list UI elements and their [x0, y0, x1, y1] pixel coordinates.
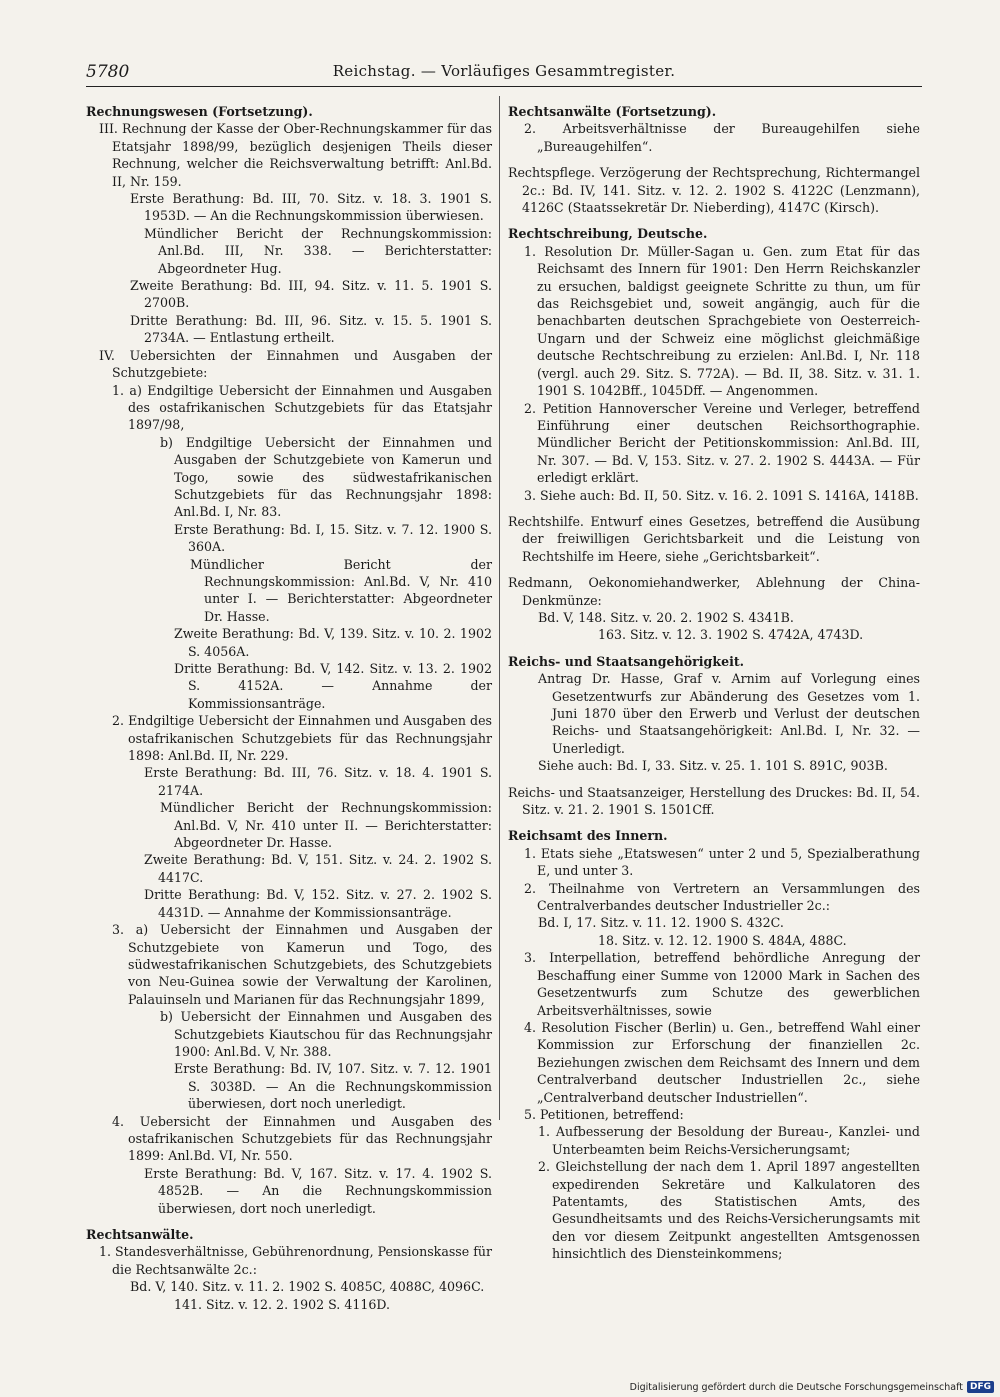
index-entry: b) Uebersicht der Einnahmen und Ausgaben des Schutzgebiets Kiautschou für das Rechnungsjahr 1900: Anl.Bd. V, Nr. 388.: [160, 1009, 492, 1059]
footer-credit: Digitalisierung gefördert durch die Deutsche Forschungsgemeinschaft: [629, 1381, 963, 1393]
section-heading: Rechtshilfe. Entwurf eines Gesetzes, betreffend die Ausübung der freiwilligen Gerichtsbarkeit und die Leistung von Rechtshilfe im Heere, siehe „Gerichtsbarkeit“.: [508, 513, 920, 564]
index-entry: Zweite Berathung: Bd. V, 151. Sitz. v. 24. 2. 1902 S. 4417C.: [144, 852, 492, 885]
index-entry: Antrag Dr. Hasse, Graf v. Arnim auf Vorlegung eines Gesetzentwurfs zur Abänderung des Gesetzes vom 1. Juni 1870 über den Erwerb und Verlust der deutschen Reichs- und Staatsangehörigkeit: Anl.Bd. I, Nr. 32. — Unerledigt.: [538, 671, 920, 756]
index-entry: III. Rechnung der Kasse der Ober-Rechnungskammer für das Etatsjahr 1898/99, bezüglich desjenigen Theils dieser Rechnung, welcher die Reichsverwaltung betrifft: Anl.Bd. II, Nr. 159.: [99, 121, 492, 189]
section-heading: Rechnungswesen (Fortsetzung).: [86, 104, 313, 119]
index-entry: Dritte Berathung: Bd. III, 96. Sitz. v. 15. 5. 1901 S. 2734A. — Entlastung ertheilt.: [130, 312, 492, 346]
index-entry: Bd. V, 140. Sitz. v. 11. 2. 1902 S. 4085C, 4088C, 4096C.: [130, 1279, 485, 1295]
index-entry: 1. Standesverhältnisse, Gebührenordnung, Pensionskasse für die Rechtsanwälte 2c.:: [99, 1244, 493, 1277]
index-entry: Erste Berathung: Bd. III, 70. Sitz. v. 18. 3. 1901 S. 1953D. — An die Rechnungskommission überwiesen.: [130, 191, 492, 224]
index-entry: 2. Gleichstellung der nach dem 1. April 1897 angestellten expedirenden Sekretäre und Kalkulatoren des Patentamts, des Statistischen Amts, des Gesundheitsamts und des Reichs-Versicherungsamts mit den vor diesem Zeitpunkt angestellten Amtsgenossen hinsichtlich des Diensteinkommens;: [538, 1159, 920, 1262]
index-entry: Mündlicher Bericht der Rechnungskommission: Anl.Bd. V, Nr. 410 unter I. — Berichterstatter: Abgeordneter Dr. Hasse.: [190, 556, 492, 624]
section-heading: Rechtsanwälte (Fortsetzung).: [508, 104, 717, 119]
left-column: [86, 100, 492, 1313]
section-heading: Reichsamt des Innern.: [508, 828, 668, 844]
page-number: 5780: [86, 62, 130, 82]
index-entry: 1. a) Endgiltige Uebersicht der Einnahmen und Ausgaben des ostafrikanischen Schutzgebiets für das Etatsjahr 1897/98,: [112, 382, 492, 433]
index-entry: IV. Uebersichten der Einnahmen und Ausgaben der Schutzgebiete:: [99, 347, 492, 381]
index-entry: Erste Berathung: Bd. V, 167. Sitz. v. 17. 4. 1902 S. 4852B. — An die Rechnungskommission überwiesen, dort noch unerledigt.: [144, 1165, 492, 1216]
page-header: [86, 62, 922, 87]
section-heading: Rechtsanwälte.: [86, 1227, 194, 1242]
index-entry: Zweite Berathung: Bd. V, 139. Sitz. v. 10. 2. 1902 S. 4056A.: [174, 626, 492, 659]
index-entry: 18. Sitz. v. 12. 12. 1900 S. 484A, 488C.: [598, 932, 847, 948]
index-entry: 163. Sitz. v. 12. 3. 1902 S. 4742A, 4743D.: [598, 627, 864, 643]
index-entry: Erste Berathung: Bd. III, 76. Sitz. v. 18. 4. 1901 S. 2174A.: [144, 765, 492, 798]
index-entry: 1. Resolution Dr. Müller-Sagan u. Gen. zum Etat für das Reichsamt des Innern für 1901: Den Herrn Reichskanzler zu ersuchen, baldigst geeignete Schritte zu thun, um für das Reichsgebiet und, soweit angängig, auch für die benachbarten deutschen Sprachgebiete von Oesterreich-Ungarn und der Schweiz eine möglichst gleichmäßige deutsche Rechtschreibung zu erzielen: Anl.Bd. I, Nr. 118 (vergl. auch 29. Sitz. S. 772A). — Bd. II, 38. Sitz. v. 31. 1. 1901 S. 1042Bff., 1045Dff. — Angenommen.: [524, 243, 920, 399]
index-entry: 141. Sitz. v. 12. 2. 1902 S. 4116D.: [174, 1296, 391, 1312]
index-entry: 5. Petitionen, betreffend:: [524, 1106, 684, 1122]
index-entry: Mündlicher Bericht der Rechnungskommission: Anl.Bd. V, Nr. 410 unter II. — Berichterstatter: Abgeordneter Dr. Hasse.: [160, 800, 492, 851]
index-entry: Mündlicher Bericht der Rechnungskommission: Anl.Bd. III, Nr. 338. — Berichterstatter: Abgeordneter Hug.: [144, 225, 492, 276]
right-column: [508, 100, 920, 1263]
index-entry: Erste Berathung: Bd. IV, 107. Sitz. v. 7. 12. 1901 S. 3038D. — An die Rechnungskommission überwiesen, dort noch unerledigt.: [174, 1061, 492, 1112]
index-entry: Erste Berathung: Bd. I, 15. Sitz. v. 7. 12. 1900 S. 360A.: [174, 521, 492, 555]
section-heading: Rechtspflege. Verzögerung der Rechtsprechung, Richtermangel 2c.: Bd. IV, 141. Sitz. v. 12. 2. 1902 S. 4122C (Lenzmann), 4126C (Staatssekretär Dr. Nieberding), 4147C (Kirsch).: [508, 165, 920, 216]
index-entry: Siehe auch: Bd. I, 33. Sitz. v. 25. 1. 101 S. 891C, 903B.: [538, 758, 888, 774]
dfg-logo-icon: DFG: [967, 1381, 994, 1393]
index-entry: 2. Arbeitsverhältnisse der Bureaugehilfen siehe „Bureaugehilfen“.: [524, 121, 920, 154]
footer: [630, 1381, 994, 1393]
index-entry: 1. Etats siehe „Etatswesen“ unter 2 und 5, Spezialberathung E, und unter 3.: [524, 845, 920, 879]
index-entry: Dritte Berathung: Bd. V, 142. Sitz. v. 13. 2. 1902 S. 4152A. — Annahme der Kommissionsanträge.: [174, 661, 492, 711]
index-entry: 3. Interpellation, betreffend behördliche Anregung der Beschaffung einer Summe von 12000 Mark in Sachen des Gesetzentwurfs zum Schutze des gewerblichen Arbeitsverhältnisses, sowie: [524, 950, 920, 1018]
index-entry: 2. Endgiltige Uebersicht der Einnahmen und Ausgaben des ostafrikanischen Schutzgebiets für das Rechnungsjahr 1898: Anl.Bd. II, Nr. 229.: [112, 713, 492, 764]
column-divider: [499, 96, 500, 1120]
running-title: Reichstag. — Vorläufiges Gesammtregister.: [332, 62, 676, 80]
index-entry: 4. Uebersicht der Einnahmen und Ausgaben des ostafrikanischen Schutzgebiets für das Rechnungsjahr 1899: Anl.Bd. VI, Nr. 550.: [112, 1113, 492, 1164]
index-entry: Bd. I, 17. Sitz. v. 11. 12. 1900 S. 432C.: [538, 915, 784, 931]
index-entry: 2. Theilnahme von Vertretern an Versammlungen des Centralverbandes deutscher Industrieller 2c.:: [524, 880, 920, 914]
index-entry: 3. Siehe auch: Bd. II, 50. Sitz. v. 16. 2. 1091 S. 1416A, 1418B.: [524, 487, 919, 503]
section-heading: Rechtschreibung, Deutsche.: [508, 226, 708, 242]
index-entry: Bd. V, 148. Sitz. v. 20. 2. 1902 S. 4341B.: [538, 609, 794, 625]
section-heading: Redmann, Oekonomiehandwerker, Ablehnung der China-Denkmünze:: [508, 575, 920, 608]
index-entry: b) Endgiltige Uebersicht der Einnahmen und Ausgaben der Schutzgebiete von Kamerun und Togo, sowie des südwestafrikanischen Schutzgebiets für das Rechnungsjahr 1898: Anl.Bd. I, Nr. 83.: [160, 434, 492, 520]
section-heading: Reichs- und Staatsanzeiger, Herstellung des Druckes: Bd. II, 54. Sitz. v. 21. 2. 1901 S. 1501Cff.: [508, 784, 920, 818]
index-entry: 2. Petition Hannoverscher Vereine und Verleger, betreffend Einführung einer deutschen Reichsorthographie. Mündlicher Bericht der Petitionskommission: Anl.Bd. III, Nr. 307. — Bd. V, 153. Sitz. v. 27. 2. 1902 S. 4443A. — Für erledigt erklärt.: [524, 400, 920, 486]
index-entry: Zweite Berathung: Bd. III, 94. Sitz. v. 11. 5. 1901 S. 2700B.: [130, 278, 492, 311]
index-entry: Dritte Berathung: Bd. V, 152. Sitz. v. 27. 2. 1902 S. 4431D. — Annahme der Kommissionsanträge.: [144, 887, 492, 920]
index-entry: 3. a) Uebersicht der Einnahmen und Ausgaben der Schutzgebiete von Kamerun und Togo, des südwestafrikanischen Schutzgebiets, des Schutzgebiets von Neu-Guinea sowie der Verwaltung der Karolinen, Palauinseln und Marianen für das Rechnungsjahr 1899,: [112, 922, 492, 1007]
index-entry: 4. Resolution Fischer (Berlin) u. Gen., betreffend Wahl einer Kommission zur Erforschung der finanziellen 2c. Beziehungen zwischen dem Reichsamt des Innern und dem Centralverband deutscher Industriellen 2c., siehe „Centralverband deutscher Industriellen“.: [524, 1019, 920, 1105]
index-entry: 1. Aufbesserung der Besoldung der Bureau-, Kanzlei- und Unterbeamten beim Reichs-Versicherungsamt;: [538, 1124, 920, 1157]
section-heading: Reichs- und Staatsangehörigkeit.: [508, 653, 745, 669]
